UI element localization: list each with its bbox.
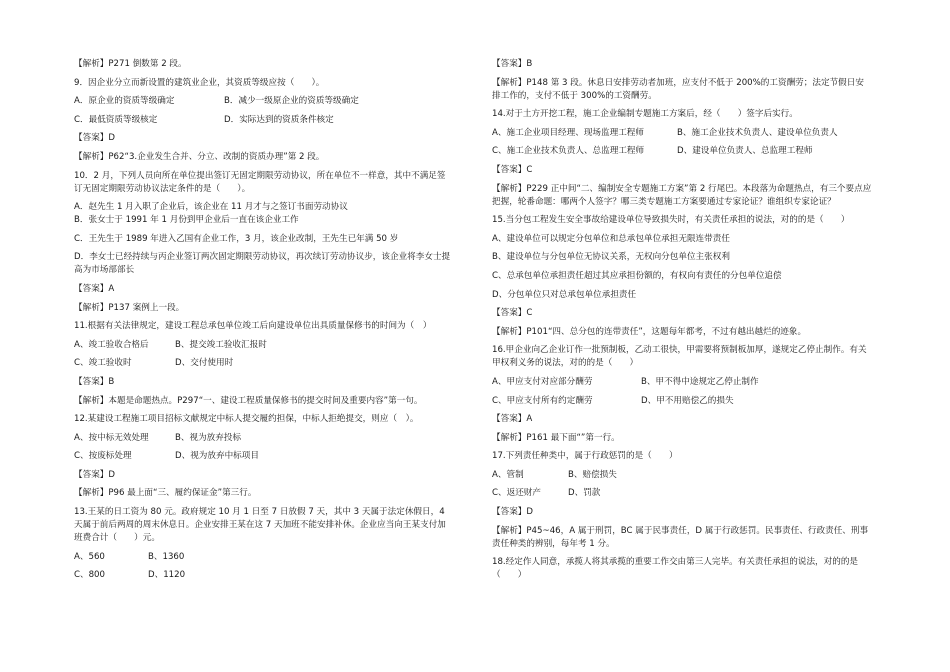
explanation-text: 【解析】P148 第 3 段。休息日安排劳动者加班，应支付不低于 200%的工资酬劳；法定节假日安排工作的，支付不低于 300%的工资酬劳。	[492, 77, 864, 101]
question-16-options	[492, 376, 872, 389]
option-b: B、施工企业技术负责人、建设单位负责人	[677, 127, 838, 138]
option-c: C、甲应支付所有约定酬劳	[492, 395, 593, 406]
explanation-text: 【解析】P62“3.企业发生合并、分立、改制的资质办理”第 2 段。	[74, 151, 325, 162]
explanation-text: 【解析】P101“四、总分包的连带责任”，这题每年都考，不过有越出越烂的迹象。	[492, 326, 807, 337]
explanation-text: 【解析】P271 倒数第 2 段。	[74, 59, 187, 69]
answer-text: 【答案】C	[492, 308, 533, 319]
question-14-options	[492, 127, 872, 140]
question-9: 9．因企业分立而新设置的建筑业企业，其资质等级应按（ ）。	[74, 77, 325, 88]
question-9-options-2	[74, 114, 454, 127]
explanation-text: 【解析】P96 最上面“三、履约保证金”第三行。	[74, 488, 257, 499]
explanation-text: 【解析】P45~46，A 属于刑罚，BC 属于民事责任，D 属于行政惩罚。民事责任、行政责任、刑事责任种类的辨别，每年考 1 分。	[492, 525, 869, 549]
answer-text: 【答案】B	[492, 59, 533, 69]
option-b: B、视为放弃投标	[175, 432, 242, 443]
option-b: B、提交竣工验收汇报时	[175, 339, 267, 350]
option-d: D．李女士已经持续与丙企业签订两次固定期限劳动协议，再次续订劳动协议步，该企业将李女士提高为市场部部长	[74, 252, 451, 276]
option-a: A．原企业的资质等级确定	[74, 96, 175, 107]
option-a: A、管制	[492, 469, 524, 480]
question-17: 17.下列责任种类中，属于行政惩罚的是（ ）	[492, 451, 678, 462]
option-b: B、甲不得中途规定乙停止制作	[641, 376, 759, 387]
option-a: A、按中标无效处理	[74, 432, 149, 443]
option-d: D、视为放弃中标项目	[175, 451, 259, 462]
question-11: 11.根据有关法律规定，建设工程总承包单位竣工后向建设单位出具质量保修书的时间为（ ）	[74, 321, 432, 332]
question-11-options-2	[74, 357, 454, 370]
option-a: A、竣工验收合格后	[74, 339, 149, 350]
question-12-options-2	[74, 450, 454, 463]
option-c: C、竣工验收时	[74, 358, 132, 369]
question-14: 14.对于土方开挖工程，施工企业编制专题施工方案后，经（ ）签字后实行。	[492, 109, 798, 120]
explanation-text: 【解析】P229 正中间“二、编制安全专题施工方案”第 2 行尾巴。本段落为命题热点，有三个要点应把握，轮番命题：哪两个人签字？哪三类专题施工方案要通过专家论证？谁组织专家论证？	[492, 183, 872, 207]
question-17-options	[492, 469, 872, 482]
question-12: 12.某建设工程施工项目招标文献规定中标人提交履约担保，中标人拒绝提交，则应（ ）。	[74, 414, 419, 425]
option-b: B、建设单位与分包单位无协议关系，无权向分包单位主张权利	[492, 252, 730, 263]
left-column	[74, 58, 454, 582]
question-11-options	[74, 339, 454, 352]
answer-text: 【答案】D	[74, 133, 115, 144]
question-15: 15.当分包工程发生安全事故给建设单位导致损失时，有关责任承担的说法，对的的是（ ）	[492, 215, 850, 226]
question-13-options	[74, 551, 454, 564]
option-c: C、按废标处理	[74, 451, 132, 462]
question-18: 18.经定作人同意，承揽人将其承揽的重要工作交由第三人完毕。有关责任承担的说法，对的的是（ ）	[492, 557, 859, 581]
question-13-options-2	[74, 569, 454, 582]
option-b: B、1360	[148, 551, 185, 562]
option-d: D、分包单位只对总承包单位承担责任	[492, 289, 637, 300]
option-a: A、甲应支付对应部分酬劳	[492, 376, 593, 387]
question-17-options-2	[492, 487, 872, 500]
answer-text: 【答案】D	[492, 507, 533, 518]
option-c: C．王先生于 1989 年进入乙国有企业工作，3 月，该企业改制，王先生已年满 50 岁	[74, 233, 399, 244]
option-a: A．赵先生 1 月入职了企业后，该企业在 11 月才与之签订书面劳动协议	[74, 202, 348, 213]
question-12-options	[74, 432, 454, 445]
question-14-options-2	[492, 145, 872, 158]
option-d: D、交付使用时	[175, 358, 234, 369]
answer-text: 【答案】A	[74, 283, 115, 294]
option-c: C．最低资质等级核定	[74, 114, 158, 125]
question-10: 10．2 月，下列人员向所在单位提出签订无固定期限劳动协议，所在单位不一样意，其中不满足签订无固定期限劳动协议法定条件的是（ ）。	[74, 170, 446, 194]
option-b: B、赔偿损失	[568, 469, 617, 480]
option-a: A、建设单位可以规定分包单位和总承包单位承担无限连带责任	[492, 233, 730, 244]
answer-text: 【答案】C	[492, 164, 533, 175]
option-c: C、800	[74, 570, 105, 581]
answer-text: 【答案】D	[74, 469, 115, 480]
explanation-text: 【解析】P137 案例上一段。	[74, 302, 185, 313]
explanation-text: 【解析】P161 最下面“”第一行。	[492, 432, 620, 443]
option-c: C、施工企业技术负责人、总监理工程师	[492, 146, 645, 157]
option-d: D、甲不用赔偿乙的损失	[641, 395, 734, 406]
question-9-options	[74, 95, 454, 108]
option-c: C、返还财产	[492, 488, 541, 499]
option-d: D．实际达到的资质条件核定	[224, 114, 334, 125]
option-b: B．减少一级原企业的资质等级确定	[224, 96, 359, 107]
option-d: D、建设单位负责人、总监理工程师	[677, 146, 813, 157]
question-10-options	[74, 201, 454, 227]
option-a: A、施工企业项目经理、现场监理工程师	[492, 127, 644, 138]
option-a: A、560	[74, 551, 105, 562]
answer-text: 【答案】B	[74, 376, 115, 387]
question-16: 16.甲企业向乙企业订作一批预制板，乙动工很快，甲需要将预制板加厚，遂规定乙停止制作。有关甲权利义务的说法，对的的是（ ）	[492, 345, 867, 369]
option-d: D、罚款	[568, 488, 601, 499]
right-column	[492, 58, 872, 582]
answer-text: 【答案】A	[492, 414, 533, 425]
option-b: B．张女士于 1991 年 1 月份到甲企业后一直在该企业工作	[74, 215, 299, 226]
explanation-text: 【解析】本题是命题热点。P297“一、建设工程质量保修书的提交时间及重要内容”第一句。	[74, 395, 423, 406]
option-d: D、1120	[148, 570, 186, 581]
question-16-options-2	[492, 395, 872, 408]
question-13: 13.王某的日工资为 80 元。政府规定 10 月 1 日至 7 日放假 7 天，其中 3 天属于法定休假日，4 天属于前后两周的周末休息日。企业安排王某在这 7 天加班不能安排补休。企业应当向王某支付加班费合计（ ）元。	[74, 507, 446, 544]
option-c: C、总承包单位承担责任超过其应承担份额的，有权向有责任的分包单位追偿	[492, 270, 782, 281]
